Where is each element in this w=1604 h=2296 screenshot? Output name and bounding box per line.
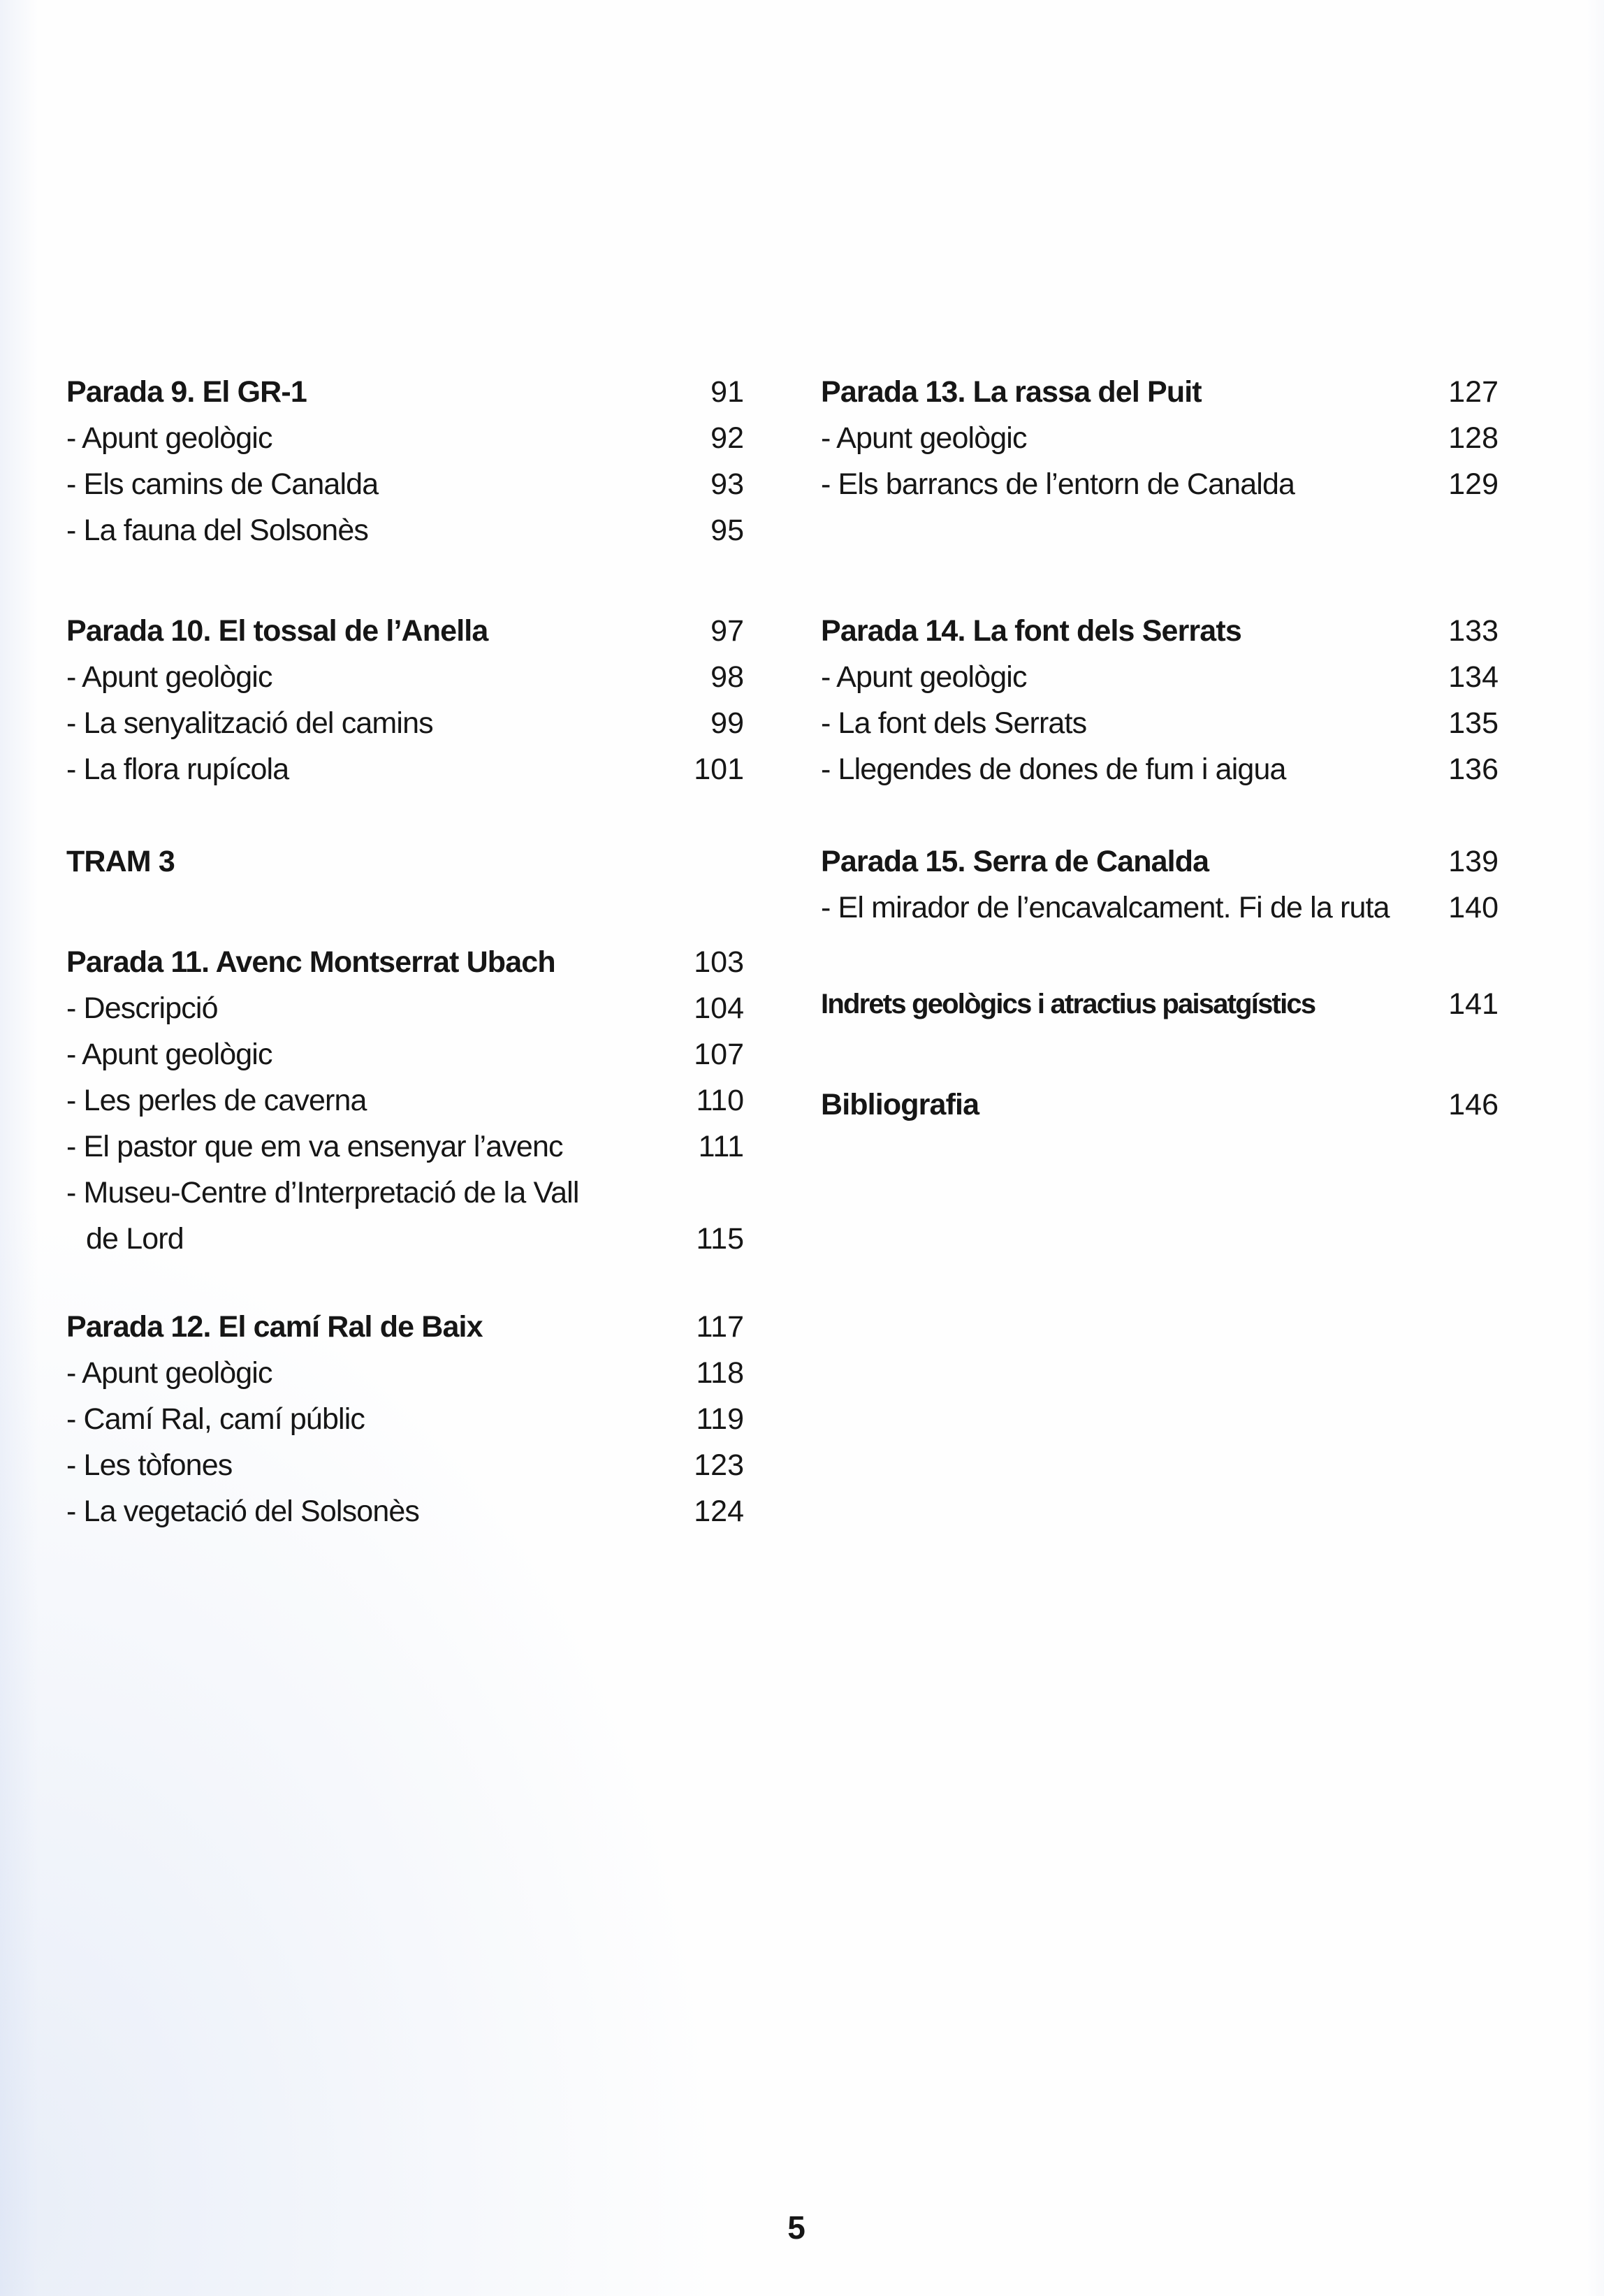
page-ref: 141	[1448, 987, 1499, 1021]
section-title: Indrets geològics i atractius paisatgístics	[821, 989, 1315, 1019]
entry-label: - El mirador de l’encavalcament. Fi de la ruta	[821, 891, 1390, 924]
entry-label: - El pastor que em va ensenyar l’avenc	[66, 1130, 563, 1163]
entry-label: - Apunt geològic	[821, 660, 1027, 694]
toc-section-bibliografia	[821, 1082, 1499, 1128]
toc-entry-row-two-line	[66, 1170, 744, 1262]
section-title: Parada 11. Avenc Montserrat Ubach	[66, 945, 555, 979]
toc-section-parada-10	[66, 608, 744, 792]
page-ref: 118	[696, 1356, 744, 1390]
entry-label: - Camí Ral, camí públic	[66, 1402, 365, 1436]
section-title: Bibliografia	[821, 1088, 979, 1121]
page-ref: 111	[698, 1130, 744, 1163]
page-ref: 95	[710, 514, 744, 547]
toc-heading-row	[821, 369, 1499, 415]
page-ref: 140	[1448, 891, 1499, 924]
toc-section-indrets	[821, 981, 1499, 1027]
entry-label: - La vegetació del Solsonès	[66, 1495, 420, 1528]
toc-entry-row	[821, 746, 1499, 792]
page-ref: 92	[710, 421, 744, 455]
entry-label	[66, 1170, 579, 1262]
page-ref: 103	[694, 945, 744, 979]
entry-label: - Apunt geològic	[821, 421, 1027, 455]
toc-entry-row	[66, 461, 744, 507]
page-ref: 115	[696, 1222, 744, 1256]
page-ref: 110	[696, 1084, 744, 1117]
entry-label: - La fauna del Solsonès	[66, 514, 369, 547]
toc-section-parada-11	[66, 939, 744, 1262]
page-ref: 101	[694, 753, 744, 786]
toc-heading-row	[821, 608, 1499, 654]
page-ref: 129	[1448, 467, 1499, 501]
toc-section-parada-15	[821, 838, 1499, 931]
entry-label: - Els barrancs de l’entorn de Canalda	[821, 467, 1295, 501]
toc-entry-row	[66, 746, 744, 792]
entry-label: - Apunt geològic	[66, 421, 272, 455]
toc-heading-row	[821, 838, 1499, 885]
toc-heading-row	[821, 981, 1499, 1027]
entry-label: - Llegendes de dones de fum i aigua	[821, 753, 1286, 786]
page-ref: 119	[696, 1402, 744, 1436]
toc-entry-row	[821, 654, 1499, 700]
toc-entry-row	[66, 654, 744, 700]
toc-section-parada-12	[66, 1304, 744, 1534]
toc-entry-row	[66, 415, 744, 461]
toc-heading-row	[821, 1082, 1499, 1128]
page-ref: 123	[694, 1448, 744, 1482]
toc-entry-row	[821, 461, 1499, 507]
toc-heading-row	[66, 1304, 744, 1350]
entry-label: - Apunt geològic	[66, 1356, 272, 1390]
page-ref: 99	[710, 706, 744, 740]
page-ref: 104	[694, 991, 744, 1025]
toc-entry-row	[821, 415, 1499, 461]
toc-entry-row	[66, 1488, 744, 1534]
section-title: Parada 14. La font dels Serrats	[821, 614, 1241, 648]
page-ref: 117	[696, 1310, 744, 1344]
toc-section-parada-13	[821, 369, 1499, 507]
section-title: Parada 9. El GR-1	[66, 375, 307, 409]
page-ref: 91	[710, 375, 744, 409]
page-ref: 133	[1448, 614, 1499, 648]
toc-entry-row	[66, 1350, 744, 1396]
toc-heading-row	[66, 608, 744, 654]
toc-entry-row	[821, 885, 1499, 931]
section-title: Parada 12. El camí Ral de Baix	[66, 1310, 483, 1344]
toc-column-right	[821, 369, 1499, 1128]
entry-label: - La font dels Serrats	[821, 706, 1087, 740]
toc-entry-row	[66, 985, 744, 1031]
page-ref: 107	[694, 1038, 744, 1071]
page-ref: 134	[1448, 660, 1499, 694]
toc-heading-row	[66, 369, 744, 415]
section-title: Parada 13. La rassa del Puit	[821, 375, 1202, 409]
entry-label: - Apunt geològic	[66, 660, 272, 694]
entry-label: - Els camins de Canalda	[66, 467, 379, 501]
section-title: TRAM 3	[66, 845, 175, 878]
toc-heading-row	[66, 838, 744, 885]
toc-entry-row	[821, 700, 1499, 746]
page-ref: 136	[1448, 753, 1499, 786]
entry-label: - La senyalització del camins	[66, 706, 433, 740]
toc-column-left	[66, 369, 744, 1534]
toc-entry-row	[66, 700, 744, 746]
toc-entry-row	[66, 507, 744, 553]
entry-label: - Descripció	[66, 991, 218, 1025]
toc-entry-row	[66, 1396, 744, 1442]
section-title: Parada 15. Serra de Canalda	[821, 845, 1209, 878]
entry-label-line1: - Museu-Centre d’Interpretació de la Vall	[66, 1176, 579, 1209]
page-ref: 98	[710, 660, 744, 694]
page-ref: 128	[1448, 421, 1499, 455]
toc-body	[66, 369, 1499, 1534]
folio-page-number: 5	[787, 2209, 805, 2246]
toc-heading-row	[66, 939, 744, 985]
toc-entry-row	[66, 1124, 744, 1170]
toc-entry-row	[66, 1442, 744, 1488]
toc-tram-heading	[66, 838, 744, 885]
page-ref: 93	[710, 467, 744, 501]
page-ref: 146	[1448, 1088, 1499, 1121]
page-ref: 135	[1448, 706, 1499, 740]
page-ref: 124	[694, 1495, 744, 1528]
toc-section-parada-14	[821, 608, 1499, 792]
section-title: Parada 10. El tossal de l’Anella	[66, 614, 488, 648]
toc-section-parada-9	[66, 369, 744, 553]
entry-label: - Les perles de caverna	[66, 1084, 367, 1117]
page-ref: 127	[1448, 375, 1499, 409]
toc-entry-row	[66, 1077, 744, 1124]
page-ref: 139	[1448, 845, 1499, 878]
entry-label: - La flora rupícola	[66, 753, 289, 786]
entry-label: - Apunt geològic	[66, 1038, 272, 1071]
entry-label-line2: de Lord	[86, 1222, 184, 1256]
toc-entry-row	[66, 1031, 744, 1077]
entry-label: - Les tòfones	[66, 1448, 233, 1482]
page-ref: 97	[710, 614, 744, 648]
